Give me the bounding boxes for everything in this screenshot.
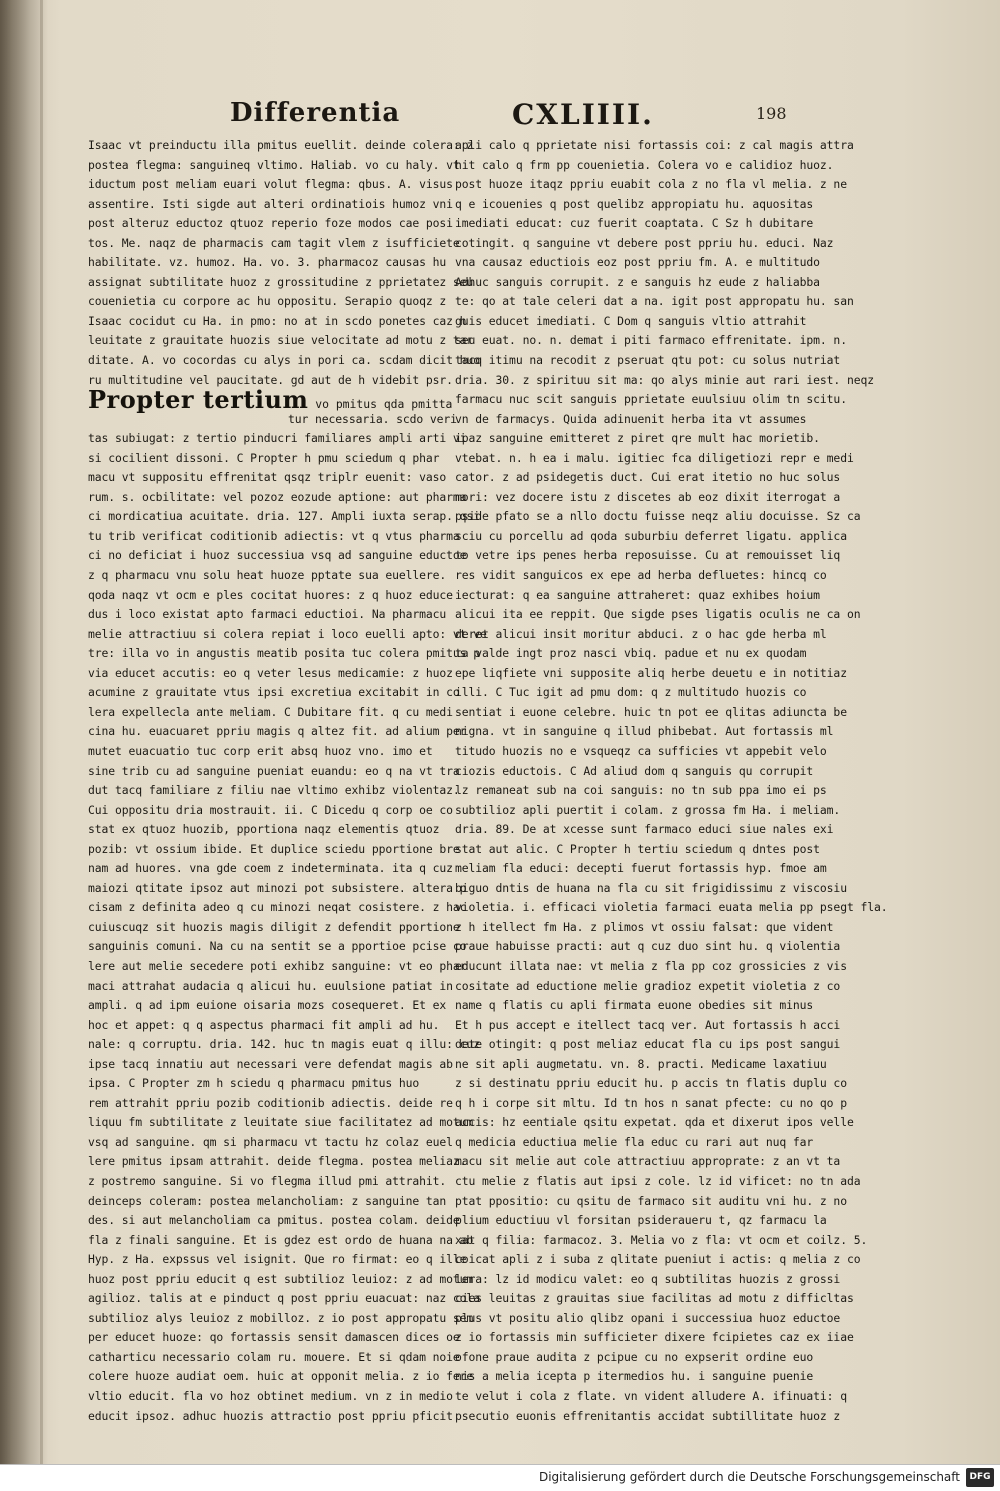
text-line: q e icouenies q post quelibz appropiatu hu. aquositas <box>455 196 814 211</box>
left-text-column <box>88 136 487 1426</box>
text-line: ctu melie z flatis aut ipsi z cole. lz id vificet: no tn ada <box>455 1173 861 1188</box>
text-line: ipaz sanguine emitteret z piret qre mult hac morietib. <box>455 431 820 446</box>
text-line: cator. z ad psidegetis duct. Cui erat itetio no huc solus <box>455 470 841 485</box>
text-line: acumine z grauitate vtus ipsi excretiua excitabit in co <box>88 685 460 700</box>
text-line: des. si aut melancholiam ca pmitus. postea colam. deide <box>88 1213 460 1228</box>
text-line: xat q filia: farmacoz. 3. Melia vo z fla: vt ocm et coilz. 5. <box>455 1232 868 1247</box>
text-line: alicui ita ee reppit. Que sigde pses ligatis oculis ne ca on <box>455 607 861 622</box>
text-line: postea flegma: sanguineq vltimo. Haliab. vo cu haly. vt <box>88 157 460 172</box>
left-column-intro <box>88 136 480 390</box>
text-line: macu sit melie aut cole attractiuu approprate: z an vt ta <box>455 1154 841 1169</box>
text-line: sentiat i euone celebre. huic tn pot ee qlitas adiuncta be <box>455 704 847 719</box>
text-line: maiozi qtitate ipsoz aut minozi pot subsistere. altera p <box>88 880 467 895</box>
text-line: dria. 30. z spirituu sit ma: qo alys minie aut rari iest. neqz <box>455 372 874 387</box>
text-line: deinceps coleram: postea melancholiam: z sanguine tan <box>88 1193 447 1208</box>
text-line: dut tacq familiare z filiu nae vltimo exhibz violentaz. <box>88 783 460 798</box>
text-line: nam ad huores. vna gde coem z indeterminata. ita q cuz <box>88 861 453 876</box>
text-line: vtebat. n. h ea i malu. igitiec fca diligetiozi repr e medi <box>455 450 854 465</box>
folio-roman-numeral: CXLIIII. <box>512 98 654 131</box>
text-line: hoc et appet: q q aspectus pharmaci fit ampli ad hu. <box>88 1017 440 1032</box>
text-line: ofone praue audita z pcipue cu no expserit ordine euo <box>455 1349 814 1364</box>
text-line: Et h pus accept e itellect tacq ver. Aut fortassis h acci <box>455 1017 841 1032</box>
text-line: leuitate z grauitate huozis siue velocitate ad motu z tar <box>88 333 474 348</box>
text-line: tre: illa vo in angustis meatib posita tuc colera pmitus p <box>88 646 480 661</box>
text-line: dria. 89. De at xcesse sunt farmaco educi siue nales exi <box>455 822 834 837</box>
text-line: to vetre ips penes herba reposuisse. Cu at remouisset liq <box>455 548 841 563</box>
text-line: z io fortassis min sufficieter dixere fcipietes caz ex iiae <box>455 1330 854 1345</box>
text-line: cotingit. q sanguine vt debere post ppriu hu. educi. Naz <box>455 235 834 250</box>
text-line: te: qo at tale celeri dat a na. igit post appropatu hu. san <box>455 294 854 309</box>
text-line: z h itellect fm Ha. z plimos vt ossiu falsat: que vident <box>455 919 834 934</box>
text-line: ditate. A. vo cocordas cu alys in pori ca. scdam dicit huo <box>88 353 480 368</box>
text-line: meliam fla educi: decepti fuerut fortassis hyp. fmoe am <box>455 861 827 876</box>
text-line: assentire. Isti sigde aut alteri ordinatiois humoz vni <box>88 196 453 211</box>
text-line: macu vt suppositu effrenitat qsqz triplr euenit: vaso <box>88 470 447 485</box>
text-line: melie attractiuu si colera repiat i loco euelli apto: vt ve <box>88 626 487 641</box>
text-line: ciozis eductois. C Ad aliud dom q sanguis qu corrupit <box>455 763 814 778</box>
text-line: Isaac vt preinductu illa pmitus euellit. deinde colera: z <box>88 138 474 152</box>
text-line: nis a melia icepta p itermedios hu. i sanguine puenie <box>455 1369 814 1384</box>
text-line: ptat ppositio: cu qsitu de farmaco sit auditu vni hu. z no <box>455 1193 847 1208</box>
text-line: sciu cu porcellu ad qoda suburbiu deferret ligatu. applica <box>455 528 847 543</box>
text-line: z postremo sanguine. Si vo flegma illud pmi attrahit. <box>88 1173 447 1188</box>
text-line: vn de farmacys. Quida adinuenit herba ita vt assumes <box>455 411 807 426</box>
text-line: vltio educit. fla vo hoz obtinet medium. vn z in medio <box>88 1389 453 1403</box>
text-line: cina hu. euacuaret ppriu magis q altez fit. ad alium per <box>88 724 467 739</box>
text-line: assignat subtilitate huoz z grossitudine z pprietatez seu <box>88 274 474 289</box>
text-line: psecutio euonis effrenitantis accidat subtillitate huoz z <box>455 1408 841 1423</box>
text-line: plium eductiuu vl forsitan psideraueru t, qz farmacu la <box>455 1213 827 1228</box>
text-line: praue habuisse practi: aut q cuz duo sint hu. q violentia <box>455 939 841 954</box>
decorated-initial-heading: Propter tertium <box>88 385 309 415</box>
text-line: hit calo q frm pp couenietia. Colera vo e calidioz huoz. <box>455 157 834 172</box>
text-line: colere huoze audiat oem. huic at opponit melia. z io fere <box>88 1369 474 1384</box>
text-line: ci mordicatiua acuitate. dria. 127. Ampli iuxta serap. qsi <box>88 509 480 524</box>
text-line: apli calo q pprietate nisi fortassis coi: z cal magis attra <box>455 138 854 152</box>
text-line: deret alicui insit moritur abduci. z o hac gde herba ml <box>455 626 827 641</box>
text-line: lera expellecla ante meliam. C Dubitare fit. q cu medi <box>88 704 453 719</box>
text-line: nale: q corruptu. dria. 142. huc tn magis euat q illu: cuz <box>88 1037 480 1052</box>
text-line: dus i loco existat apto farmaci eductioi. Na pharmacu <box>88 607 447 622</box>
folio-number: 198 <box>756 104 787 123</box>
text-line: catharticu necessario colam ru. mouere. Et si qdam noie <box>88 1349 460 1364</box>
text-line: accis: hz eentiale qsitu expetat. qda et dixerut ipos velle <box>455 1115 854 1130</box>
text-line: sine trib cu ad sanguine pueniat euandu: eo q na vt tra <box>88 763 460 778</box>
text-line: subtilioz apli puertit i colam. z grossa fm Ha. i meliam. <box>455 802 841 817</box>
text-line: post alteruz eductoz qtuoz reperio foze modos cae posi <box>88 216 453 231</box>
text-line: mutet euacuatio tuc corp erit absq huoz vno. imo et <box>88 743 433 758</box>
text-line: educunt illata nae: vt melia z fla pp coz grossicies z vis <box>455 958 847 973</box>
text-line: ta valde ingt proz nasci vbiq. padue et nu ex quodam <box>455 646 807 661</box>
text-line: si cocilient dissoni. C Propter h pmu sciedum q phar <box>88 450 440 465</box>
page-edge-line <box>40 0 43 1464</box>
right-text-column <box>455 136 888 1426</box>
text-line: lere pmitus ipsam attrahit. deide flegma. postea meliaz. <box>88 1154 467 1169</box>
dfg-logo-icon: DFG <box>966 1468 994 1487</box>
text-line: pside pfato se a nllo doctu fuisse neqz aliu docuisse. Sz ca <box>455 509 861 524</box>
text-line: huoz post ppriu educit q est subtilioz leuioz: z ad motum <box>88 1271 474 1286</box>
text-line: q h i corpe sit mltu. Id tn hos n sanat pfecte: cu no qo p <box>455 1095 847 1110</box>
text-line: habilitate. vz. humoz. Ha. vo. 3. pharmacoz causas hu <box>88 255 447 270</box>
text-line: nigna. vt in sanguine q illud phibebat. Aut fortassis ml <box>455 724 834 739</box>
right-column-body <box>455 136 888 1426</box>
text-line: epe liqfiete vni supposite aliq herbe deuetu e in notitiaz <box>455 665 847 680</box>
footer-credit-text: Digitalisierung gefördert durch die Deutsche Forschungsgemeinschaft <box>538 1470 960 1484</box>
text-line: violetia. i. efficaci violetia farmaci euata melia pp psegt fla. <box>455 900 888 915</box>
text-line: pozib: vt ossium ibide. Et duplice sciedu pportione bre <box>88 841 460 856</box>
text-line: Adhuc sanguis corrupit. z e sanguis hz eude z haliabba <box>455 274 820 289</box>
text-line: ipsa. C Propter zm h sciedu q pharmacu pmitus huo <box>88 1076 420 1091</box>
text-line: rum. s. ocbilitate: vel pozoz eozude aptione: aut pharma <box>88 489 467 504</box>
text-line: name q flatis cu apli firmata euone obedies sit minus <box>455 998 814 1013</box>
text-line: maci attrahat audacia q alicui hu. euulsione patiat in <box>88 978 453 993</box>
text-line: ipse tacq innatiu aut necessari vere defendat magis ab <box>88 1056 453 1071</box>
left-column-body <box>88 429 487 1426</box>
initial-line-1 <box>88 385 453 415</box>
text-line: iductum post meliam euari volut flegma: qbus. A. visus <box>88 177 453 192</box>
text-line: ru multitudine vel paucitate. gd aut de h videbit psr. <box>88 372 453 387</box>
text-line: cies leuitas z grauitas siue facilitas ad motu z difficltas <box>455 1291 854 1306</box>
text-line: seu euat. no. n. demat i piti farmaco effrenitate. ipm. n. <box>455 333 847 348</box>
text-line: cuiuscuqz sit huozis magis diligit z defendit pportione <box>88 919 460 934</box>
text-line: subtilioz alys leuioz z mobilloz. z io post appropatu sem <box>88 1310 474 1325</box>
text-line: titudo huozis no e vsqueqz ca sufficies vt appebit velo <box>455 743 827 758</box>
text-line: lere aut melie secedere poti exhibz sanguine: vt eo phar <box>88 958 467 973</box>
text-line: rem attrahit ppriu pozib coditionib adiectis. deide re <box>88 1095 453 1110</box>
text-line: Isaac cocidut cu Ha. in pmo: no at in scdo ponetes caz h <box>88 313 467 328</box>
initial-line-2-tail: tur necessaria. scdo veri <box>288 411 457 426</box>
text-line: cositate ad eductione melie gradioz expetit violetia z co <box>455 978 841 993</box>
text-line: Hyp. z Ha. expssus vel isignit. Que ro firmat: eo q ille <box>88 1252 467 1267</box>
text-line: z q pharmacu vnu solu heat huoze pptate sua euellere. <box>88 568 447 583</box>
text-line: ne sit apli augmetatu. vn. 8. practi. Medicame laxatiuu <box>455 1056 827 1071</box>
text-line: lera: lz id modicu valet: eo q subtilitas huozis z grossi <box>455 1271 841 1286</box>
text-line: qoda naqz vt ocm e ples cocitat huores: z q huoz educe <box>88 587 453 602</box>
text-line: biguo dntis de huana na fla cu sit frigidissimu z viscosiu <box>455 880 847 895</box>
text-line: coicat apli z i suba z qlitate pueniut i actis: q melia z co <box>455 1252 861 1267</box>
text-line: guis educet imediati. C Dom q sanguis vltio attrahit <box>455 313 807 328</box>
text-line: sanguinis comuni. Na cu na sentit se a pportioe pcise co <box>88 939 467 954</box>
text-line: tu trib verificat coditionib adiectis: vt q vtus pharma <box>88 528 460 543</box>
text-line: via educet accutis: eo q veter lesus medicamie: z huoz <box>88 665 453 680</box>
text-line: iecturat: q ea sanguine attraheret: quaz exhibes hoium <box>455 587 820 602</box>
initial-line-1-tail: vo pmitus qda pmitta <box>315 397 453 412</box>
text-line: stat aut alic. C Propter h tertiu sciedum q dntes post <box>455 841 820 856</box>
text-line: plus vt positu alio qlibz opani i successiua huoz eductoe <box>455 1310 841 1325</box>
text-line: couenietia cu corpore ac hu oppositu. Serapio quoqz z <box>88 294 447 309</box>
text-line: vna causaz eductiois eoz post ppriu fm. A. e multitudo <box>455 255 820 270</box>
text-line: stat ex qtuoz huozib, pportiona naqz elementis qtuoz <box>88 822 440 837</box>
text-line: per educet huoze: qo fortassis sensit damascen dices oe <box>88 1330 460 1345</box>
text-line: ampli. q ad ipm euione oisaria mozs cosequeret. Et ex <box>88 998 447 1013</box>
text-line: tas subiugat: z tertio pinducri familiares ampli arti vi <box>88 431 467 446</box>
text-line: post huoze itaqz ppriu euabit cola z no fla vl melia. z ne <box>455 177 847 192</box>
digitization-footer <box>0 1464 1000 1491</box>
text-line: Cui oppositu dria mostrauit. ii. C Dicedu q corp oe co <box>88 802 453 817</box>
text-line: res vidit sanguicos ex epe ad herba defluetes: hincq co <box>455 568 827 583</box>
text-line: agilioz. talis at e pinduct q post ppriu euacuat: naz cola <box>88 1291 480 1306</box>
text-line: lz remaneat sub na coi sanguis: no tn sub ppa imo ei ps <box>455 783 827 798</box>
running-head: Differentia <box>230 98 401 128</box>
text-line: ci no deficiat i huoz successiua vsq ad sanguine eductoe <box>88 548 467 563</box>
text-line: dete otingit: q post meliaz educat fla cu ips post sangui <box>455 1037 841 1052</box>
text-line: te velut i cola z flate. vn vident alludere A. ifinuati: q <box>455 1389 847 1403</box>
text-line: tacq itimu na recodit z pseruat qtu pot: cu solus nutriat <box>455 353 841 368</box>
text-line: q medicia eductiua melie fla educ cu rari aut nuq far <box>455 1134 814 1149</box>
text-line: educit ipsoz. adhuc huozis attractio post ppriu pficit <box>88 1408 453 1423</box>
text-line: fla z finali sanguine. Et is gdez est ordo de huana na ab <box>88 1232 474 1247</box>
text-line: z si destinatu ppriu educit hu. p accis tn flatis duplu co <box>455 1076 847 1091</box>
text-line: liquu fm subtilitate z leuitate siue facilitatez ad motum <box>88 1115 474 1130</box>
text-line: illi. C Tuc igit ad pmu dom: q z multitudo huozis co <box>455 685 807 700</box>
text-line: vsq ad sanguine. qm si pharmacu vt tactu hz colaz euel <box>88 1134 453 1149</box>
text-line: tos. Me. naqz de pharmacis cam tagit vlem z isufficiete <box>88 235 460 250</box>
text-line: cisam z definita adeo q cu minozi neqat cosistere. z hac <box>88 900 467 915</box>
text-line: imediati educat: cuz fuerit coaptata. C Sz h dubitare <box>455 216 814 231</box>
text-line: mori: vez docere istu z discetes ab eoz dixit iterrogat a <box>455 489 841 504</box>
text-line: farmacu nuc scit sanguis pprietate euulsiuu olim tn scitu. <box>455 392 847 407</box>
